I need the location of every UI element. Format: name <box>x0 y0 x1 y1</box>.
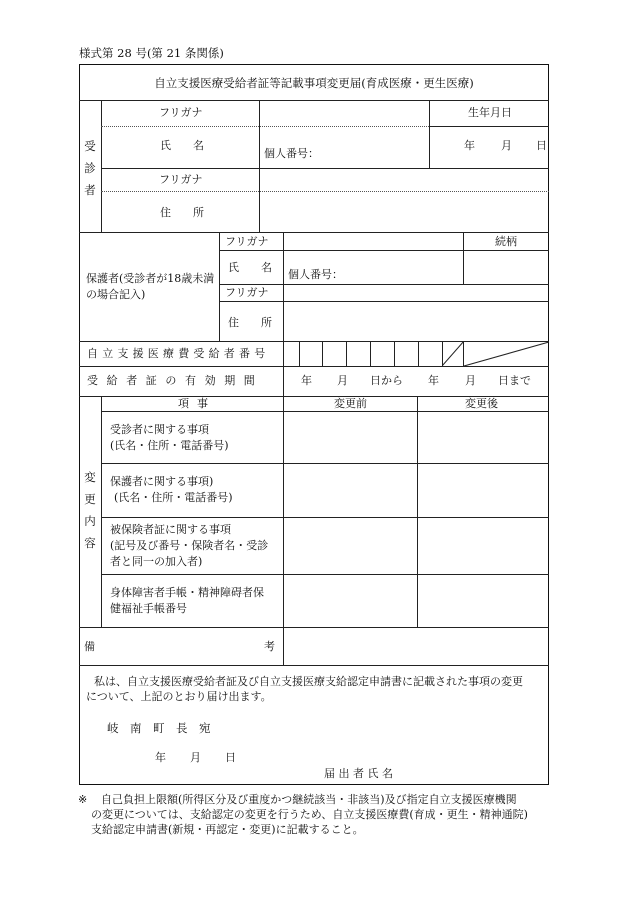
date-month-unit: 月 <box>190 751 201 764</box>
change-row-line: (氏名・住所・電話番号) <box>114 491 233 504</box>
divider <box>79 366 549 367</box>
divider <box>79 627 549 628</box>
birth-month-unit: 月 <box>501 139 512 152</box>
validity-to-day: 日まで <box>498 374 531 387</box>
date-day-unit: 日 <box>225 751 236 764</box>
footnote-line-3: 支給認定申請書(新規・再認定・変更)に記載すること。 <box>91 823 364 836</box>
footnote-line-2: の変更については、支給認定の変更を行うため、自立支援医療費(育成・更生・精神通院) <box>91 808 528 821</box>
change-row-patient <box>110 422 282 454</box>
patient-address-label: 住 所 <box>160 206 204 219</box>
divider <box>79 100 549 101</box>
footnote-mark: ※ <box>78 793 88 806</box>
declaration-line-2: について、上記のとおり届け出ます。 <box>86 690 272 703</box>
birth-day-unit: 日 <box>536 139 547 152</box>
change-row-line: 健福祉手帳番号 <box>110 602 187 615</box>
birth-year-unit: 年 <box>464 139 475 152</box>
change-row-handbook <box>110 585 282 617</box>
digit-box-divider <box>322 341 323 366</box>
divider <box>283 396 284 627</box>
divider <box>101 463 549 464</box>
change-row-line: 保護者に関する事項) <box>110 475 214 488</box>
form-title: 自立支援医療受給者証等記載事項変更届(育成医療・更生医療) <box>154 76 474 90</box>
change-row-line: (記号及び番号・保険者名・受診 <box>110 539 269 552</box>
divider <box>101 126 429 127</box>
strike-diagonal <box>442 341 550 367</box>
digit-box-divider <box>346 341 347 366</box>
divider <box>219 250 549 251</box>
declaration-line-1: 私は、自立支援医療受給者証及び自立支援医療支給認定申請書に記載された事項の変更 <box>94 675 523 688</box>
change-row-line: 受診者に関する事項 <box>110 423 209 436</box>
validity-from-year: 年 <box>301 374 312 387</box>
digit-box-divider <box>299 341 300 366</box>
divider <box>429 126 549 127</box>
divider <box>219 301 549 302</box>
certificate-number-label: 自立支援医療費受給者番号 <box>87 347 270 360</box>
divider <box>101 574 549 575</box>
remarks-label-right: 考 <box>264 640 275 653</box>
col-item-header: 項事 <box>178 397 216 410</box>
validity-to-month: 月 <box>465 374 476 387</box>
changes-section-label: 変更内容 <box>84 470 96 550</box>
guardian-relation-label: 続柄 <box>495 235 517 248</box>
patient-section-label: 受診者 <box>84 139 96 197</box>
divider <box>101 100 102 232</box>
digit-box-divider <box>394 341 395 366</box>
patient-address-furigana-label: フリガナ <box>159 173 203 186</box>
patient-name-label: 氏 名 <box>160 139 204 152</box>
date-year-unit: 年 <box>155 751 166 764</box>
col-after-header: 変更後 <box>465 397 498 410</box>
guardian-name-label: 氏 名 <box>228 261 272 274</box>
divider <box>417 396 418 627</box>
divider <box>259 100 260 232</box>
digit-box-divider <box>370 341 371 366</box>
divider <box>283 341 284 396</box>
validity-to-year: 年 <box>428 374 439 387</box>
validity-from-month: 月 <box>337 374 348 387</box>
change-row-insurance <box>110 522 282 570</box>
guardian-furigana-label: フリガナ <box>225 235 269 248</box>
remarks-label-left: 備 <box>84 640 95 653</box>
guardian-address-furigana-label: フリガナ <box>225 286 269 299</box>
col-before-header: 変更前 <box>334 397 367 410</box>
validity-from-day: 日から <box>370 374 403 387</box>
divider <box>283 232 284 341</box>
change-row-line: 被保険者証に関する事項 <box>110 523 231 536</box>
divider <box>101 517 549 518</box>
divider <box>219 232 220 341</box>
patient-my-number-label: 個人番号： <box>264 147 319 160</box>
patient-birthdate-label: 生年月日 <box>468 106 512 119</box>
addressee: 岐 南 町 長 宛 <box>107 721 211 735</box>
guardian-address-label: 住 所 <box>228 316 272 329</box>
guardian-section-label: 保護者(受診者が18歳未満の場合記入) <box>86 272 215 301</box>
divider <box>79 232 549 233</box>
divider <box>101 168 549 169</box>
change-row-line: 者と同一の加入者) <box>110 555 203 568</box>
divider <box>283 627 284 665</box>
submitter-label: 届 出 者 氏 名 <box>324 767 393 780</box>
divider <box>101 411 549 412</box>
divider <box>219 284 549 285</box>
divider <box>429 100 430 168</box>
divider <box>101 396 102 627</box>
footnote-line-1: 自己負担上限額(所得区分及び重度かつ継続該当・非該当)及び指定自立支援医療機関 <box>101 793 517 806</box>
divider <box>79 665 549 666</box>
form-number: 様式第 28 号(第 21 条関係) <box>79 46 224 60</box>
divider <box>101 191 549 192</box>
change-row-guardian <box>110 474 282 506</box>
validity-label: 受給者証の有効期間 <box>87 374 264 387</box>
digit-box-divider <box>418 341 419 366</box>
patient-furigana-label: フリガナ <box>159 106 203 119</box>
divider <box>463 232 464 284</box>
change-row-line: 身体障害者手帳・精神障碍者保 <box>110 586 264 599</box>
guardian-my-number-label: 個人番号： <box>288 268 343 281</box>
change-row-line: (氏名・住所・電話番号) <box>110 439 229 452</box>
